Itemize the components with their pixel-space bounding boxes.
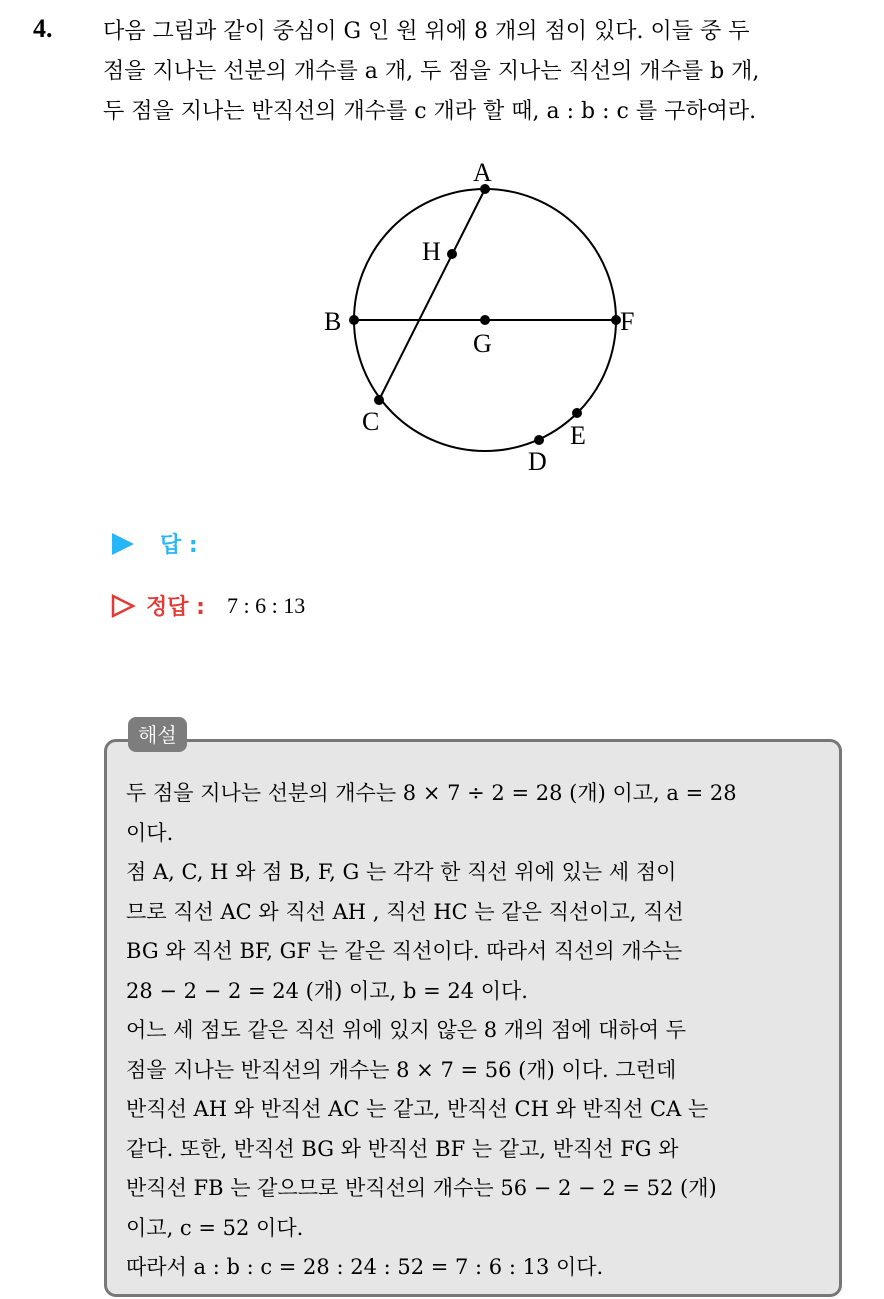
label-e: E: [570, 421, 586, 450]
label-f: F: [620, 307, 635, 336]
point-g: [480, 315, 490, 325]
question-text: [103, 12, 868, 132]
play-outline-icon: [110, 593, 136, 619]
solution-line: 반직선 AH 와 반직선 AC 는 같고, 반직선 CH 와 반직선 CA 는: [126, 1097, 709, 1121]
circle-figure: [300, 148, 660, 488]
correct-answer-value: 7 : 6 : 13: [226, 592, 306, 618]
solution-line: 점 A, C, H 와 점 B, F, G 는 각각 한 직선 위에 있는 세 점이: [126, 860, 677, 884]
solution-line: 반직선 FB 는 같으므로 반직선의 개수는 56 − 2 − 2 = 52 (개): [126, 1176, 717, 1200]
solution-tag: 해설: [128, 717, 187, 752]
solution-line: 두 점을 지나는 선분의 개수는 8 × 7 ÷ 2 = 28 (개) 이고, a = 28: [126, 781, 737, 805]
label-d: D: [528, 447, 547, 476]
label-b: B: [324, 307, 342, 336]
label-g: G: [473, 329, 492, 358]
question-line: 다음 그림과 같이 중심이 G 인 원 위에 8 개의 점이 있다. 이들 중 두: [103, 19, 750, 44]
solution-line: 이다.: [126, 820, 174, 845]
answer-row: [110, 528, 198, 559]
point-d: [534, 435, 544, 445]
answer-label: 답 :: [160, 533, 198, 558]
solution-line: 점을 지나는 반직선의 개수는 8 × 7 = 56 (개) 이다. 그런데: [126, 1057, 677, 1082]
correct-answer-row: [110, 590, 305, 621]
question-line: 점을 지나는 선분의 개수를 a 개, 두 점을 지나는 직선의 개수를 b 개,: [103, 59, 760, 84]
label-h: H: [422, 237, 441, 266]
solution-line: 므로 직선 AC 와 직선 AH , 직선 HC 는 같은 직선이고, 직선: [126, 899, 684, 924]
solution-line: 같다. 또한, 반직선 BG 와 반직선 BF 는 같고, 반직선 FG 와: [126, 1136, 679, 1161]
solution-line: 어느 세 점도 같은 직선 위에 있지 않은 8 개의 점에 대하여 두: [126, 1018, 687, 1042]
solution-text: [126, 774, 826, 1288]
point-e: [572, 408, 582, 418]
solution-line: 이고, c = 52 이다.: [126, 1215, 304, 1240]
point-b: [349, 315, 359, 325]
label-a: A: [473, 158, 492, 187]
point-h: [447, 249, 457, 259]
play-filled-icon: [110, 531, 136, 557]
chord-ac: [379, 189, 485, 400]
label-c: C: [362, 407, 380, 436]
question-line: 두 점을 지나는 반직선의 개수를 c 개라 할 때, a : b : c 를 구하여라.: [103, 99, 757, 124]
solution-line: 28 − 2 − 2 = 24 (개) 이고, b = 24 이다.: [126, 978, 528, 1003]
point-c: [374, 395, 384, 405]
correct-answer-label: 정답 :: [146, 595, 205, 620]
solution-line: 따라서 a : b : c = 28 : 24 : 52 = 7 : 6 : 13 이다.: [126, 1255, 604, 1279]
solution-line: BG 와 직선 BF, GF 는 같은 직선이다. 따라서 직선의 개수는: [126, 939, 683, 963]
question-number: 4.: [33, 14, 53, 43]
